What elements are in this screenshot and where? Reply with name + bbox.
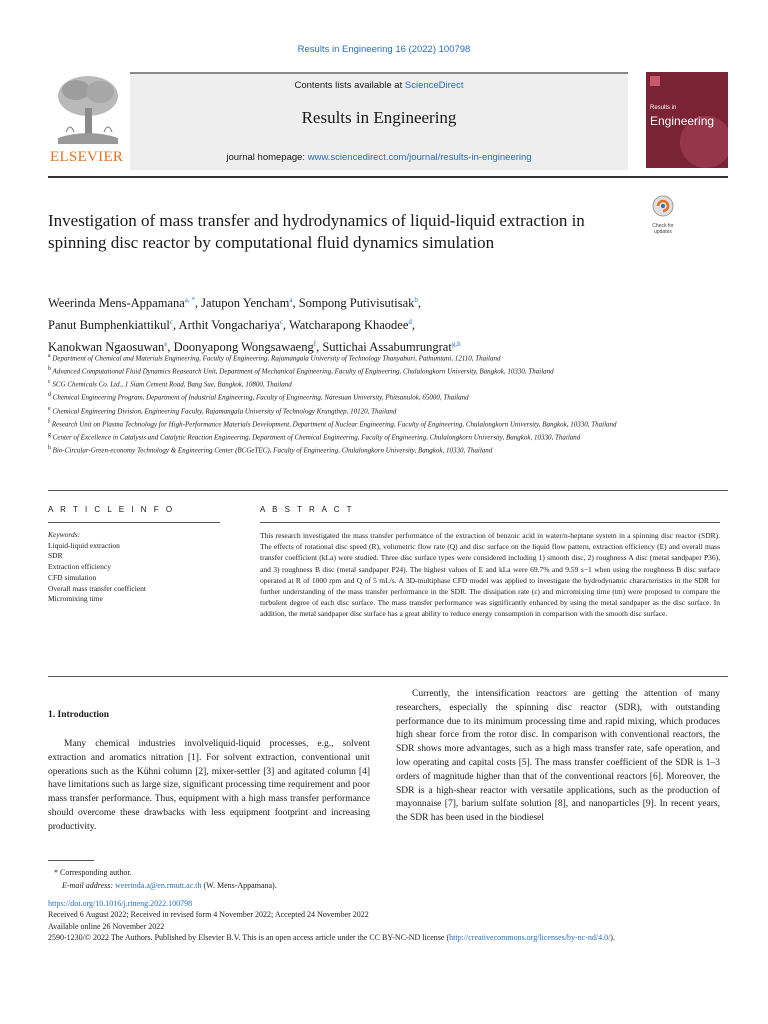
corresponding-author-note: * Corresponding author. [54, 868, 132, 877]
affiliation-mark: d [48, 392, 51, 399]
badge-label: Check for updates [652, 223, 674, 235]
keyword: Extraction efficiency [48, 562, 111, 572]
homepage-prefix: journal homepage: [226, 152, 308, 163]
homepage-line [130, 152, 628, 163]
author-affil-mark[interactable]: e [164, 340, 168, 349]
license-line [48, 932, 728, 943]
email-line [48, 879, 728, 892]
keyword: SDR [48, 551, 63, 561]
author-separator: , [167, 340, 174, 355]
affiliation-mark: b [48, 366, 51, 373]
abstract-rule [260, 522, 720, 523]
journal-masthead [48, 72, 728, 168]
affiliation [48, 364, 638, 377]
affiliation-text: Bio-Circular-Green-economy Technology & Engineering Center (BCGeTEC), Faculty of Engineering, Chulalongkorn University, Bangkok, 10330, Thailand [52, 446, 493, 455]
article-title: Investigation of mass transfer and hydrodynamics of liquid-liquid extraction in spinning disc reactor by computational fluid dynamics simulation [48, 211, 585, 252]
author-affil-mark[interactable]: f [313, 340, 317, 349]
license-suffix: ). [610, 933, 615, 943]
author-list [48, 291, 728, 357]
license-text: 2590-1230/© 2022 The Authors. Published by Elsevier B.V. This is an open access article under the CC BY-NC-ND license ( [48, 933, 450, 943]
affiliation [48, 430, 638, 443]
author[interactable] [299, 296, 421, 310]
author-affil-mark[interactable]: a, * [184, 296, 195, 304]
affiliation-text: Chemical Engineering Division, Engineering Faculty, Rajamangala University of Technology Krungthep, 10120, Thailand [52, 406, 397, 415]
footnote-rule [48, 860, 94, 861]
author-separator: , [282, 318, 289, 333]
author-name: Kanokwan Ngaosuwan [48, 340, 165, 355]
author-affil-mark[interactable]: c [279, 318, 283, 327]
author[interactable] [201, 296, 299, 310]
author[interactable] [48, 296, 201, 310]
affiliation-list [48, 351, 638, 456]
affiliation-text: Department of Chemical and Materials Engineering, Faculty of Engineering, Rajamangala University of Technology Thanyaburi, Pathumtani, 12110, Thailand [52, 354, 501, 363]
affiliation [48, 390, 638, 403]
article-info-rule [48, 522, 220, 523]
author-affil-mark[interactable]: a [289, 296, 293, 304]
publisher-wordmark: ELSEVIER [50, 149, 124, 165]
author-separator: , [194, 296, 202, 311]
available-date: Available online 26 November 2022 [48, 921, 165, 931]
elsevier-logo[interactable] [48, 72, 128, 168]
elsevier-tree-icon [48, 72, 128, 148]
affiliation-mark: h [48, 444, 51, 451]
author[interactable] [48, 318, 179, 332]
article-info-heading: A R T I C L E I N F O [48, 505, 175, 514]
email-link[interactable]: weerinda.a@en.rmutt.ac.th [115, 881, 202, 890]
keywords-label: Keywords: [48, 530, 81, 539]
author-separator: , [316, 340, 323, 355]
affiliation-mark: e [48, 405, 51, 412]
author-name: Sompong Putivisutisak [298, 296, 415, 311]
footnote [48, 866, 728, 892]
homepage-link[interactable]: www.sciencedirect.com/journal/results-in-engineering [307, 152, 532, 163]
author-separator: , [411, 318, 415, 333]
sciencedirect-link[interactable]: ScienceDirect [404, 80, 464, 91]
doi-link[interactable]: https://doi.org/10.1016/j.rineng.2022.100798 [48, 899, 193, 908]
author-name: Suttichai Assabumrungrat [322, 340, 452, 355]
author-name: Doonyapong Wongsawaeng [173, 340, 314, 355]
affiliation [48, 351, 638, 364]
cover-title-text: Engineering [650, 114, 715, 128]
affiliation-mark: g [48, 431, 51, 438]
introduction-paragraph-left: Many chemical industries involveliquid-liquid processes, e.g., solvent extraction and aromatics nitration [1]. For solvent extraction, conventional unit operations such as the Kühni column [2], mixer-settler [3] and agitated column [4] have limitations such as large size, significant processing time requirement and poor mass transfer performance. Thus, equipment with a high mass transfer performance should overcome these drawbacks with less equipment footprint and increasing productivity. [48, 739, 370, 832]
affiliation [48, 377, 638, 390]
license-link[interactable]: http://creativecommons.org/licenses/by-nc-nd/4.0/ [449, 933, 611, 943]
affiliation-mark: c [48, 379, 51, 386]
check-updates-icon [646, 194, 680, 218]
header-rule [48, 176, 728, 178]
keywords-block [48, 530, 228, 605]
journal-name: Results in Engineering [301, 108, 457, 127]
author-affil-mark[interactable]: g,h [451, 340, 461, 349]
author[interactable] [289, 318, 415, 332]
affiliation [48, 443, 638, 456]
author[interactable] [179, 318, 289, 332]
affiliation-text: SCG Chemicals Co. Ltd., 1 Siam Cement Road, Bang Sue, Bangkok, 10800, Thailand [52, 380, 292, 389]
author-name: Watcharapong Khaodee [288, 318, 409, 333]
journal-banner [130, 72, 628, 170]
journal-cover-image[interactable] [646, 72, 728, 168]
article-metadata [48, 898, 728, 944]
abstract-heading: A B S T R A C T [260, 505, 354, 514]
affiliation-mark: a [48, 353, 51, 359]
check-for-updates-badge[interactable] [646, 194, 680, 235]
affiliation [48, 404, 638, 417]
email-suffix: (W. Mens-Appamana). [201, 881, 277, 890]
introduction-heading: 1. Introduction [48, 710, 110, 720]
author-name: Arthit Vongachariya [178, 318, 280, 333]
author-separator: , [292, 296, 299, 311]
abstract-end-rule [48, 676, 728, 677]
keyword: Liquid-liquid extraction [48, 540, 120, 550]
author-affil-mark[interactable]: b [414, 296, 418, 304]
author-name: Panut Bumphenkiattikul [48, 318, 170, 333]
author-name: Weerinda Mens-Appamana [48, 296, 185, 311]
affiliation-text: Research Unit on Plasma Technology for High-Performance Materials Development, Department of Nuclear Engineering, Faculty of Engineering, Chulalongkorn University, Bangkok, 10330, Thailand [51, 419, 617, 428]
abstract-text: This research investigated the mass transfer performance of the extraction of benzoic acid in water/n-heptane system in a spinning disc reactor (SDR). The effects of rotational disc speed (R), volumetric flow rate (Q) and disc surface on the liquid flow pattern, extraction efficiency (E) and overall mass transfer coefficient (kLa) were studied. Three disc surface types were considered including 1) smooth disc, 2) roughness A disc (metal sandpaper P36), and 3) roughness B disc (metal sandpaper P24). The highest values of E and kLa were 69.7% and 9.59 s−1 when using the roughness B disc surface operated at R of 1000 rpm and Q of 5 mL/s. A 3D-multiphase CFD model was applied to investigate the hydrodynamic characteristics in the SDR for further understanding of the mass transfer performance in the SDR. The dissipation rate (ε) and micromixing time (tm) were proposed to compare the turbulent degree of each disc surface. The mass transfer performance was significantly enhanced by using the metal sandpaper as the disc surface. In addition, the metal sandpaper disc surface has a great ability to reduce energy consumption in comparison with the smooth disc surface. [260, 531, 720, 619]
author-affil-mark[interactable]: c [169, 318, 173, 327]
author-affil-mark[interactable]: d [408, 318, 412, 327]
keyword: Micromixing time [48, 594, 103, 604]
introduction-paragraph-right: Currently, the intensification reactors are getting the attention of many researchers, especially the spinning disc reactor (SDR), with outstanding performance due to its minimum processing time and rapid mixing, which produces high shear force from the rotor disc. In comparison with conventional reactors, the SDR shows more advantages, such as a high mass transfer rate, safe operation, and low operating and capital costs [5]. The mass transfer coefficient of the SDR is 1–3 orders of magnitude higher than that of the conventional reactors [6]. Moreover, the SDR is a high-shear reactor with versatile applications, such as the production of mayonnaise [7], barium sulfate solution [8], and nanoparticles [9]. In recent years, the SDR has been used in the biodiesel [396, 689, 720, 824]
cover-title [650, 102, 714, 128]
keyword: Overall mass transfer coefficient [48, 583, 146, 593]
contents-line [130, 80, 628, 91]
affiliation-text: Advanced Computational Fluid Dynamics Reasearch Unit, Department of Mechanical Engineering, Faculty of Engineering, Chulalongkorn University, Bangkok, 10330, Thailand [52, 367, 554, 376]
cover-small-text: Results in [650, 105, 677, 111]
affiliation-mark: f [48, 418, 50, 425]
received-dates: Received 6 August 2022; Received in revised form 4 November 2022; Accepted 24 November 2022 [48, 910, 369, 920]
affiliation [48, 417, 638, 430]
affiliation-text: Chemical Engineering Program, Department of Industrial Engineering, Faculty of Engineering, Naresuan University, Phitsanulok, 65000, Thailand [52, 393, 469, 402]
keyword: CFD simulation [48, 572, 97, 582]
author-separator: , [172, 318, 179, 333]
affiliation-text: Center of Excellence in Catalysis and Catalytic Reaction Engineering, Department of Chemical Engineering, Faculty of Engineering, Chulalongkorn University, Bangkok, 10330, Thailand [52, 433, 581, 442]
contents-prefix: Contents lists available at [294, 80, 405, 91]
email-label: E-mail address: [62, 881, 116, 890]
journal-citation[interactable]: Results in Engineering 16 (2022) 100798 [297, 44, 471, 55]
author-separator: , [417, 296, 421, 311]
author-name: Jatupon Yencham [201, 296, 290, 311]
section-rule [48, 490, 728, 491]
